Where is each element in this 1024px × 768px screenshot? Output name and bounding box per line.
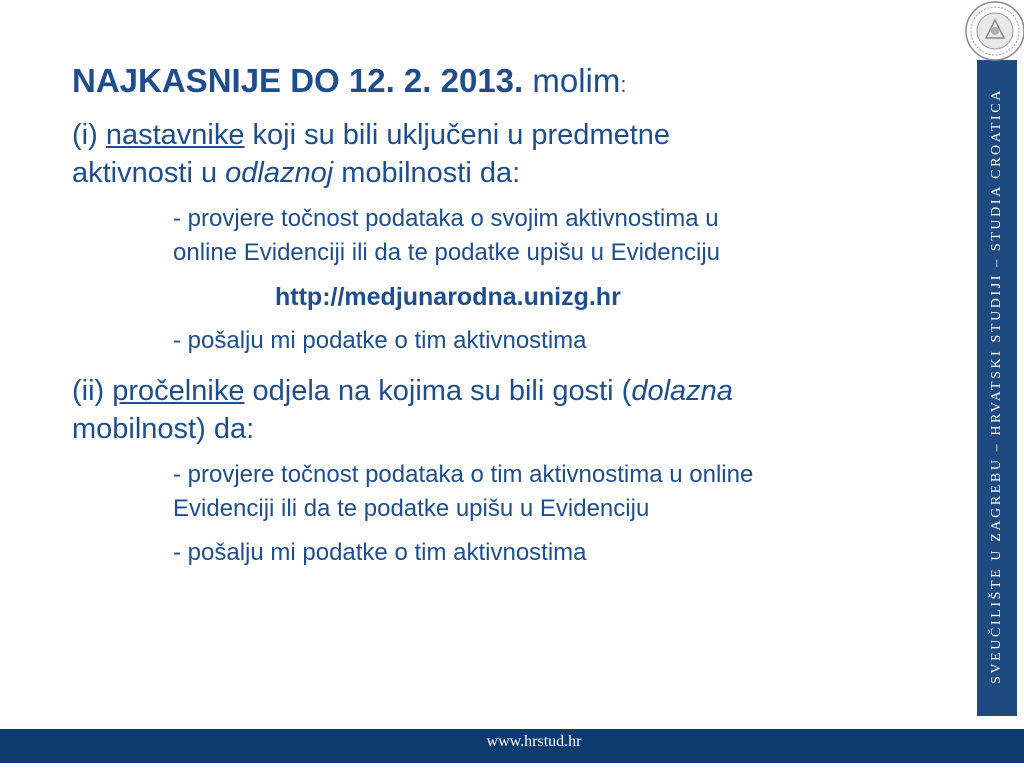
sidebar-institution-text: SVEUČILIŠTE U ZAGREBU – HRVATSKI STUDIJI – STUDIA CROATICA bbox=[989, 88, 1004, 684]
section-i-item2: - pošalju mi podatke o tim aktivnostima bbox=[173, 327, 587, 354]
section-i-line1-rest: koji su bili uključeni u predmetne bbox=[244, 119, 671, 151]
section-i-prefix: (i) bbox=[72, 119, 106, 151]
footer-url[interactable]: www.hrstud.hr bbox=[486, 733, 582, 750]
section-i-item1-line1: - provjere točnost podataka o svojim aktivnostima u bbox=[173, 205, 719, 232]
heading-colon: : bbox=[620, 72, 627, 97]
section-i-italic: odlaznoj bbox=[225, 157, 334, 189]
slide-heading bbox=[72, 60, 952, 106]
section-i-underlined: nastavnike bbox=[105, 119, 245, 151]
section-i-item1-line2: online Evidenciji ili da te podatke upišu u Evidenciju bbox=[173, 239, 721, 266]
section-ii-item1-line2: Evidenciji ili da te podatke upišu u Evidenciju bbox=[173, 495, 650, 522]
section-ii-line1-rest: odjela na kojima su bili gosti ( bbox=[244, 375, 632, 407]
section-ii-item2: - pošalju mi podatke o tim aktivnostima bbox=[173, 539, 587, 566]
section-i-line2 bbox=[72, 154, 952, 192]
section-i-line1 bbox=[72, 116, 952, 154]
evidence-link[interactable]: http://medjunarodna.unizg.hr bbox=[275, 283, 621, 311]
section-ii-underlined: pročelnike bbox=[112, 375, 245, 407]
section-ii-line1 bbox=[72, 372, 952, 410]
section-ii-item1-line1: - provjere točnost podataka o tim aktivnostima u online bbox=[173, 461, 754, 488]
slide-content bbox=[72, 60, 952, 570]
university-seal-icon bbox=[964, 0, 1024, 62]
section-ii-italic: dolazna bbox=[631, 375, 733, 407]
section-ii-line2: mobilnost) da: bbox=[72, 413, 255, 445]
section-ii-prefix: (ii) bbox=[72, 375, 113, 407]
section-i-line2-rest: mobilnosti da: bbox=[333, 157, 521, 189]
section-i-line2-start: aktivnosti u bbox=[72, 157, 226, 189]
heading-deadline: NAJKASNIJE DO 12. 2. 2013. bbox=[72, 62, 524, 99]
heading-molim: molim bbox=[523, 62, 621, 99]
